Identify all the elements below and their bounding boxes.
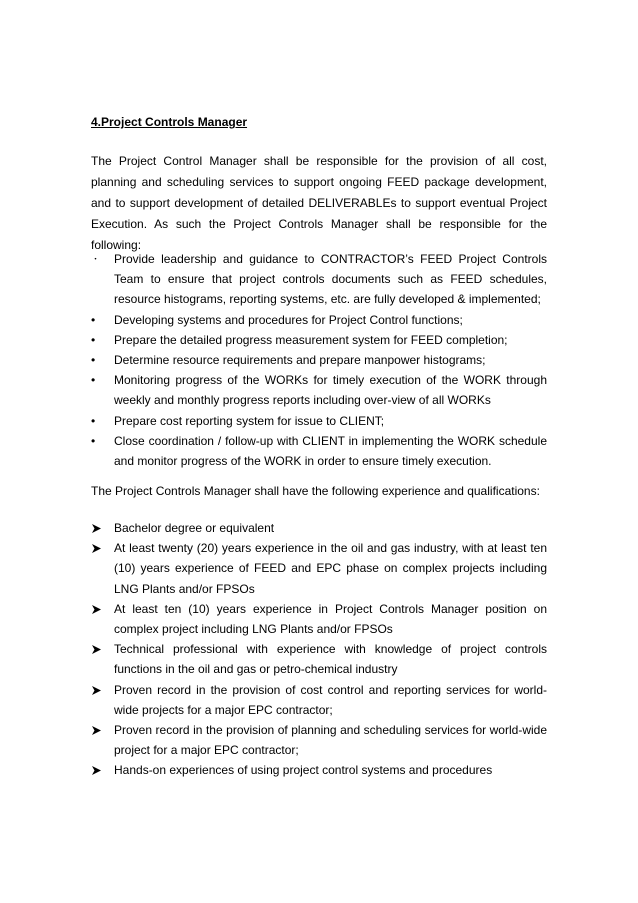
responsibilities-list [91,249,547,471]
section-heading: 4.Project Controls Manager [91,115,248,129]
bullet-icon: • [91,332,96,347]
bullet-icon: • [91,353,96,368]
arrow-bullet-icon [91,760,107,780]
list-item: Proven record in the provision of cost control and reporting services for world-wide projects for a major EPC contractor; [91,680,547,720]
experience-intro: The Project Controls Manager shall have the following experience and qualifications: [91,484,540,498]
list-item: Technical professional with experience with knowledge of project controls functions in the oil and gas or petro-chemical industry [91,639,547,679]
list-item: • Monitoring progress of the WORKs for timely execution of the WORK through weekly and monthly progress reports including over-view of all WORKs [91,370,547,410]
bullet-icon: • [91,433,96,448]
arrow-bullet-icon [91,720,107,740]
list-item: Proven record in the provision of planning and scheduling services for world-wide project for a major EPC contractor; [91,720,547,760]
arrow-bullet-icon [91,599,107,619]
list-item: At least twenty (20) years experience in the oil and gas industry, with at least ten (10) years experience of FEED and EPC phase on complex projects including LNG Plants and/or FPSOs [91,538,547,599]
list-item: Hands-on experiences of using project control systems and procedures [91,760,547,780]
bullet-icon: • [91,312,96,327]
arrow-bullet-icon [91,538,107,558]
list-item: • Determine resource requirements and prepare manpower histograms; [91,350,547,370]
arrow-bullet-icon [91,639,107,659]
list-item: ・ Provide leadership and guidance to CONTRACTOR’s FEED Project Controls Team to ensure that project controls documents such as FEED schedules, resource histograms, reporting systems, etc. are fully developed & implemented; [91,249,547,310]
list-item: • Prepare the detailed progress measurement system for FEED completion; [91,330,547,350]
arrow-bullet-icon [91,518,107,538]
arrow-bullet-icon [91,680,107,700]
list-item: • Developing systems and procedures for Project Control functions; [91,310,547,330]
list-item: At least ten (10) years experience in Project Controls Manager position on complex project including LNG Plants and/or FPSOs [91,599,547,639]
bullet-icon: • [91,413,96,428]
intro-paragraph: The Project Control Manager shall be responsible for the provision of all cost, planning and scheduling services to support ongoing FEED package development, and to support development of detailed DELIVERABLEs to support eventual Project Execution. As such the Project Controls Manager shall be responsible for the following: [91,154,547,252]
list-item: • Close coordination / follow-up with CLIENT in implementing the WORK schedule and monitor progress of the WORK in order to ensure timely execution. [91,431,547,471]
qualifications-list [91,518,547,781]
bullet-icon: • [91,373,96,388]
list-item: Bachelor degree or equivalent [91,518,547,538]
list-item: • Prepare cost reporting system for issue to CLIENT; [91,411,547,431]
bullet-icon: ・ [91,254,101,264]
